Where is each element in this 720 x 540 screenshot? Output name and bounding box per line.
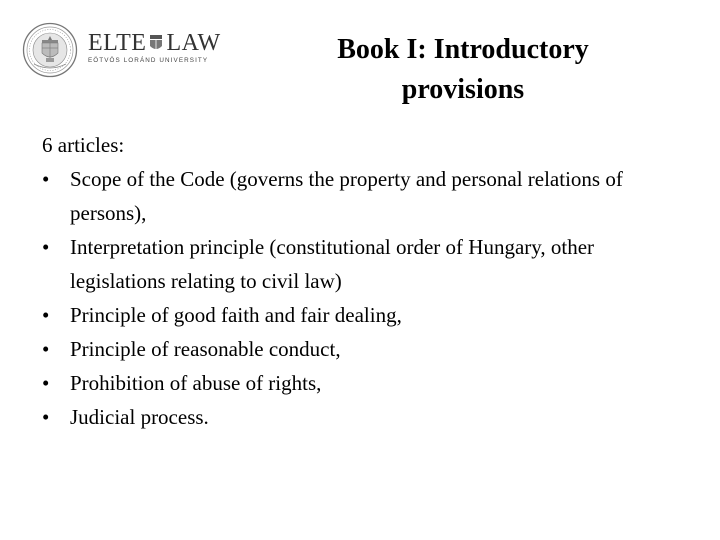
bullet-dot-icon: •	[42, 303, 50, 327]
crest-icon	[149, 34, 163, 52]
list-item	[42, 332, 692, 366]
list-item	[42, 400, 692, 434]
list-item	[42, 298, 692, 332]
bullet-dot-icon: •	[42, 405, 50, 429]
list-item-text: Principle of reasonable conduct,	[70, 337, 341, 361]
list-item	[42, 230, 692, 298]
list-item-text: Interpretation principle (constitutional order of Hungary, other legislations relating to civil law)	[70, 235, 595, 293]
list-item-text: Scope of the Code (governs the property and personal relations of persons),	[70, 167, 623, 225]
list-item-text: Judicial process.	[70, 405, 209, 429]
slide-title-line-2: provisions	[401, 74, 525, 105]
logo-subtitle: EÖTVÖS LORÁND UNIVERSITY	[88, 57, 209, 64]
bullet-dot-icon: •	[42, 337, 50, 361]
logo-wordmark	[88, 30, 230, 70]
list-item	[42, 366, 692, 400]
university-seal-icon	[22, 22, 78, 78]
list-item	[42, 162, 692, 230]
logo-law-text: LAW	[166, 30, 221, 56]
bullet-dot-icon: •	[42, 235, 50, 259]
slide-title	[300, 30, 626, 110]
logo-elte-text: ELTE	[88, 30, 147, 56]
articles-list	[42, 162, 692, 434]
list-item-text: Prohibition of abuse of rights,	[70, 371, 322, 395]
bullet-dot-icon: •	[42, 371, 50, 395]
elte-law-logo	[22, 22, 232, 78]
bullet-dot-icon: •	[42, 167, 50, 191]
slide-body	[42, 128, 692, 434]
articles-intro: 6 articles:	[42, 133, 125, 157]
slide-title-line-1: Book I: Introductory	[337, 34, 589, 65]
list-item-text: Principle of good faith and fair dealing,	[70, 303, 402, 327]
